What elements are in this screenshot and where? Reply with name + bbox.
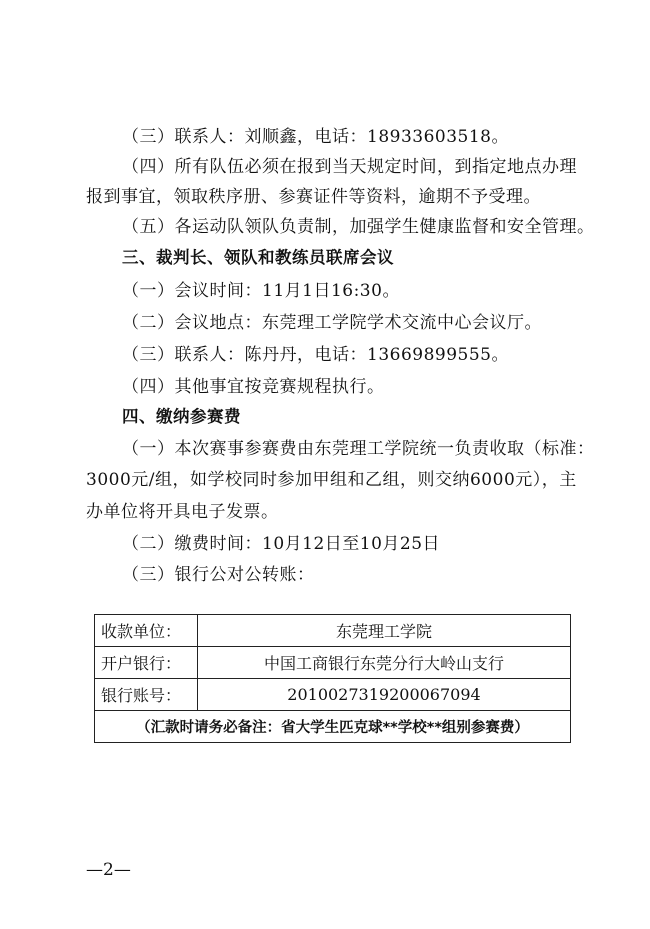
remittance-note: （汇款时请务必备注：省大学生匹克球**学校**组别参赛费）	[95, 711, 571, 743]
section-heading-meeting: 三、裁判长、领队和教练员联席会议	[122, 248, 394, 267]
paragraph-teams-line-1: （四）所有队伍必须在报到当天规定时间，到指定地点办理	[122, 157, 577, 177]
payee-label: 收款单位：	[95, 615, 198, 647]
meeting-location: （二）会议地点：东莞理工学院学术交流中心会议厅。	[122, 313, 542, 333]
bank-value: 中国工商银行东莞分行大岭山支行	[198, 647, 571, 679]
table-row	[95, 679, 571, 711]
fee-paragraph-line-3: 办单位将开具电子发票。	[86, 502, 279, 522]
account-value: 2010027319200067094	[198, 679, 571, 711]
paragraph-teams-line-2: 报到事宜，领取秩序册、参赛证件等资料，逾期不予受理。	[86, 187, 541, 207]
other-matters: （四）其他事宜按竞赛规程执行。	[122, 377, 385, 397]
fee-paragraph-line-2: 3000元/组，如学校同时参加甲组和乙组，则交纳6000元），主	[86, 470, 577, 490]
bank-info-table	[94, 614, 571, 743]
paragraph-safety: （五）各运动队领队负责制，加强学生健康监督和安全管理。	[122, 217, 595, 237]
contact-line-1: （三）联系人：刘顺鑫，电话：18933603518。	[122, 127, 509, 147]
table-row	[95, 647, 571, 679]
bank-transfer-heading: （三）银行公对公转账：	[122, 565, 315, 585]
table-row	[95, 711, 571, 743]
payee-value: 东莞理工学院	[198, 615, 571, 647]
bank-label: 开户银行：	[95, 647, 198, 679]
contact-line-2: （三）联系人：陈丹丹，电话：13669899555。	[122, 345, 509, 365]
section-heading-fee: 四、缴纳参赛费	[122, 407, 241, 426]
fee-paragraph-line-1: （一）本次赛事参赛费由东莞理工学院统一负责收取（标准：	[122, 439, 595, 459]
table-row	[95, 615, 571, 647]
account-label: 银行账号：	[95, 679, 198, 711]
page-number: —2—	[86, 860, 131, 880]
payment-period: （二）缴费时间：10月12日至10月25日	[122, 534, 441, 554]
meeting-time: （一）会议时间：11月1日16:30。	[122, 281, 400, 301]
